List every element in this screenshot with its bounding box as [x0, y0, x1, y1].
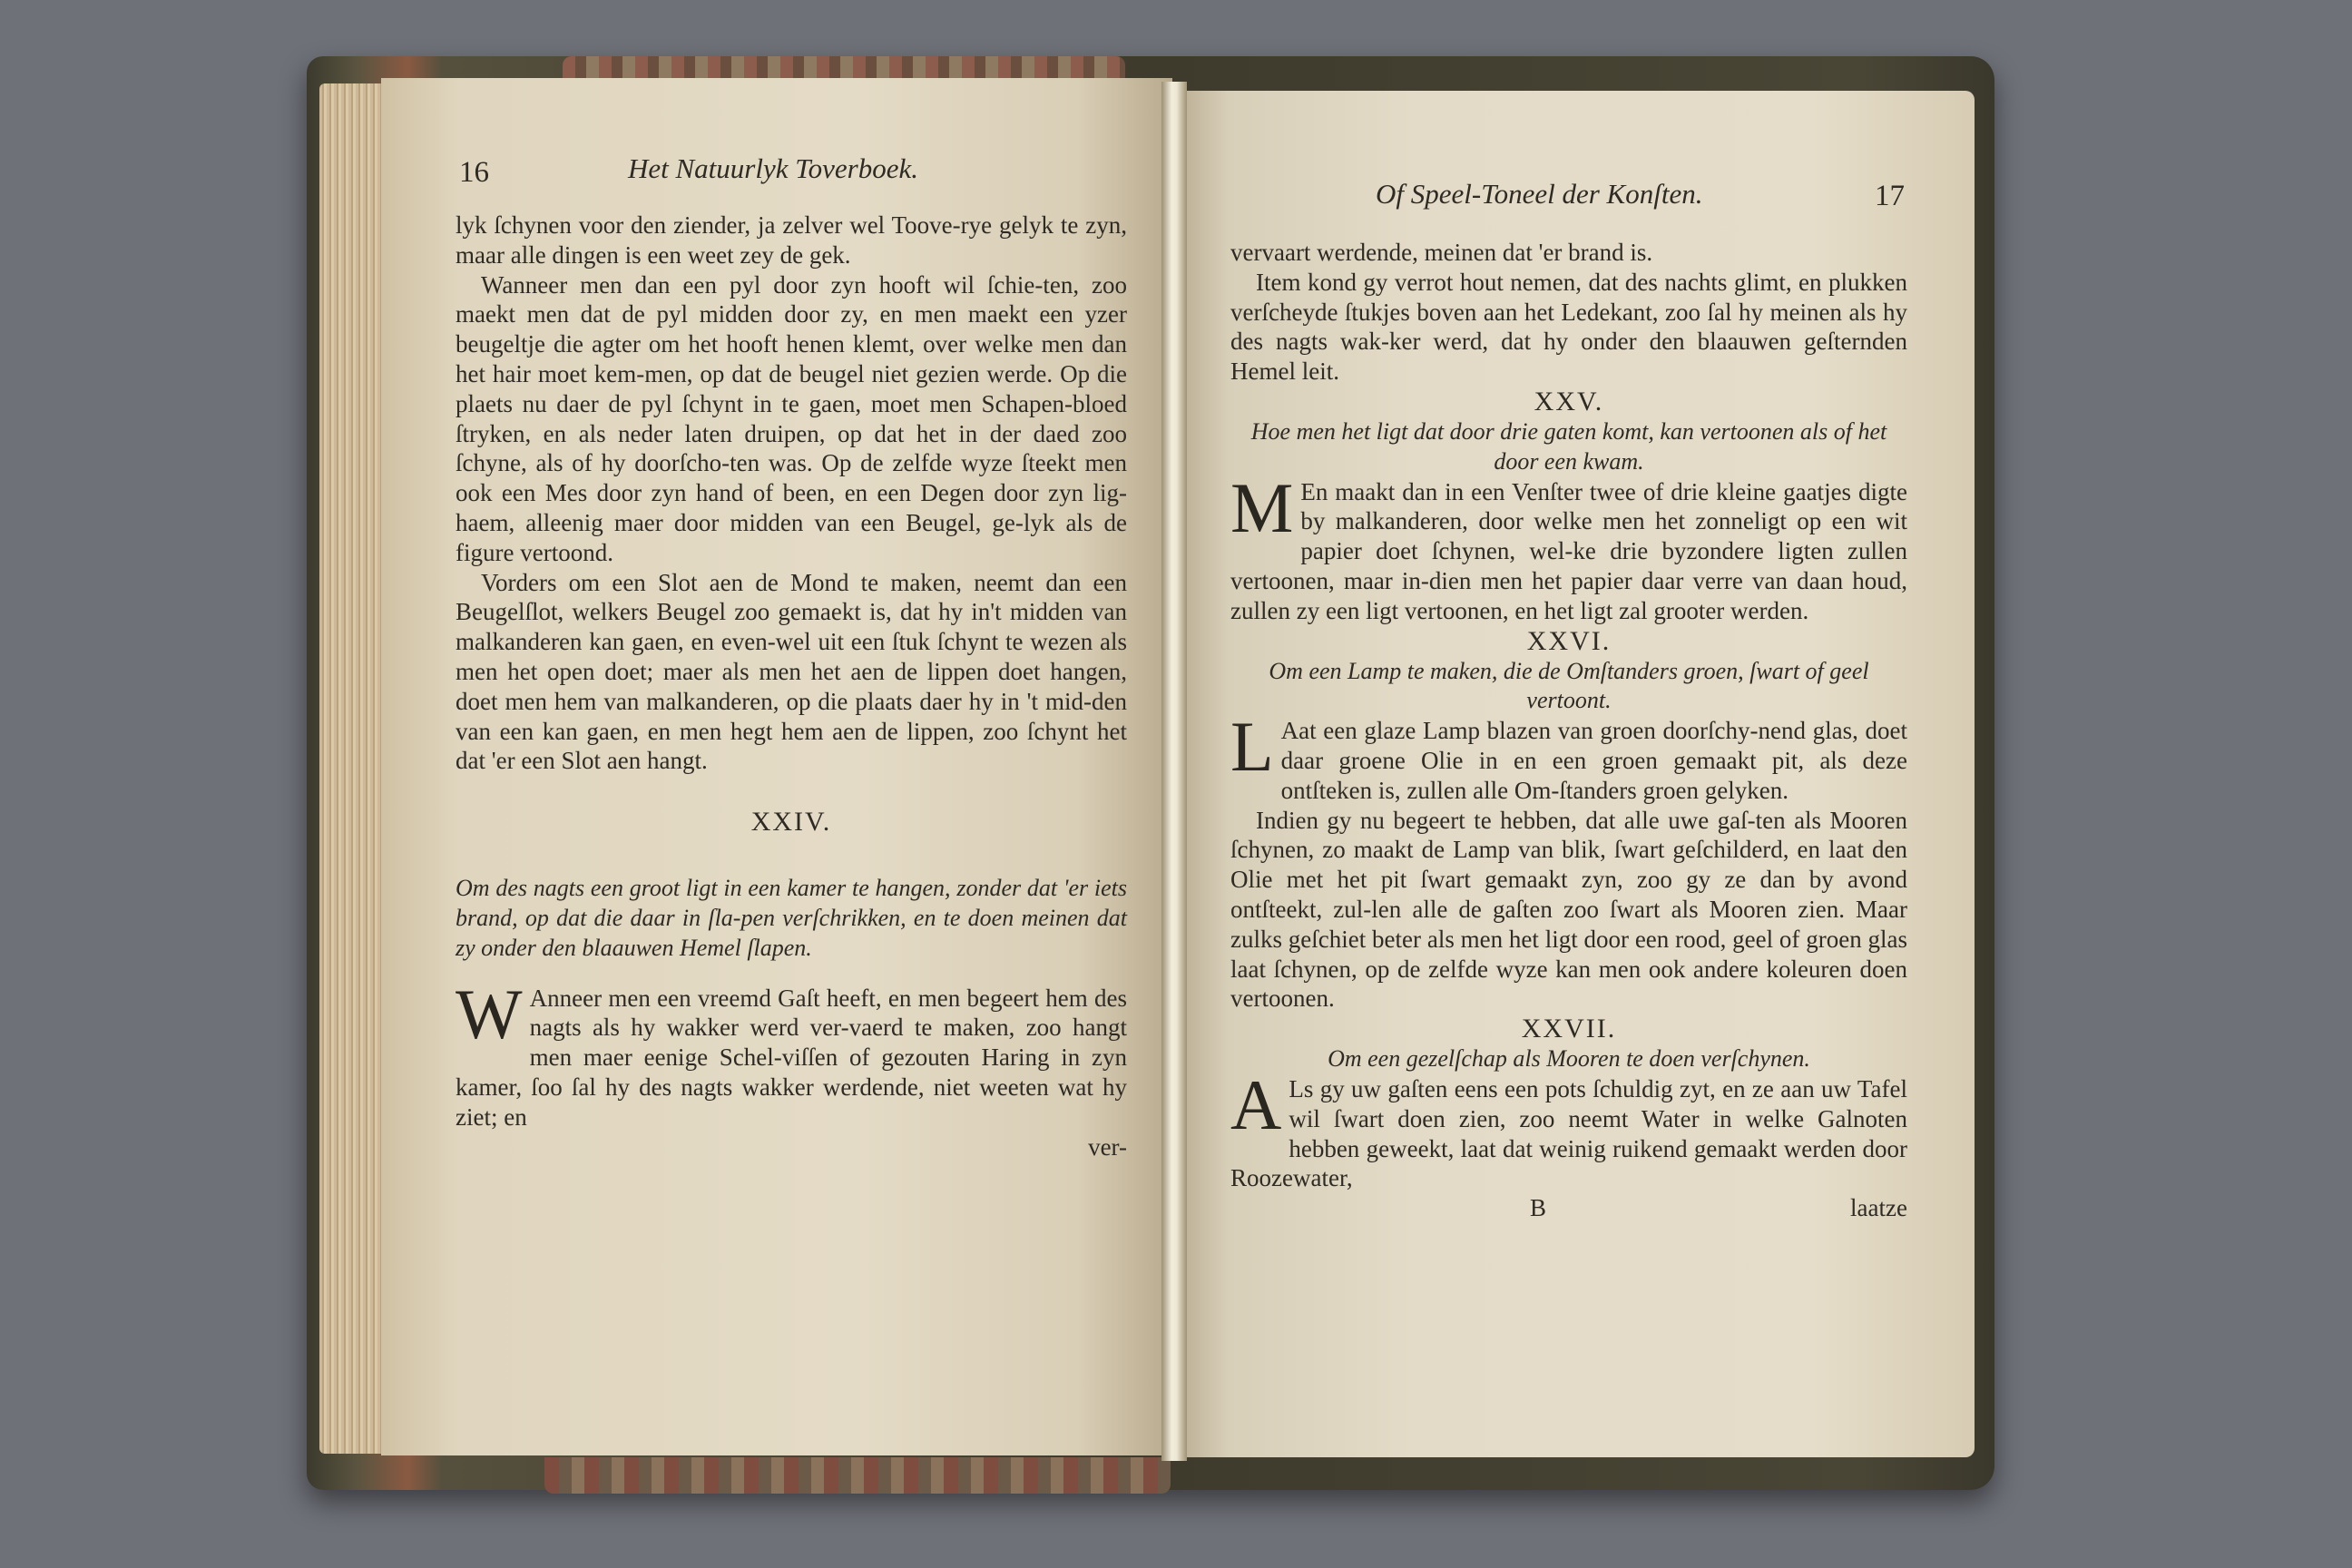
left-page-body	[456, 211, 1127, 1161]
right-running-head: Of Speel-Toneel der Konſten.	[1376, 178, 1703, 210]
section-body-xxvi: Aat een glaze Lamp blazen van groen doorſchy-nend glas, doet daar groene Olie in en een groen gemaakt pit, als deze ontſteken is, zullen alle Om-ſtanders groen gelyken.	[1280, 717, 1907, 804]
dropcap-m: M	[1230, 467, 1294, 547]
left-paragraph-2: Wanneer men dan een pyl door zyn hooft wil ſchie-ten, zoo maekt men dat de pyl midden door zy, en men maekt een yzer beugeltje die agter om het hooft henen klemt, over welke men dan het hair moet kem-men, op dat de beugel niet gezien werde. Op die plaets nu daer de pyl ſchynt in te gaen, moet men Schapen-bloed ſtryken, en als neder laten druipen, op dat het in der daed zoo ſchyne, als of hy doorſcho-ten was. Op de zelfde wyze ſteekt men ook een Mes door zyn hand of been, en een Degen door zyn lig-haem, alleenig maer door midden van een Beugel, ge-lyk als de figure vertoond.	[456, 270, 1127, 566]
section-title-xxv: Hoe men het ligt dat door drie gaten komt, kan vertoonen als of het door een kwam.	[1250, 417, 1887, 475]
right-page-footer	[1230, 1193, 1907, 1223]
dropcap-w: W	[456, 974, 523, 1054]
right-page-body	[1230, 238, 1907, 1223]
section-body-xxvi-block	[1230, 707, 1907, 805]
left-paragraph-1: lyk ſchynen voor den ziender, ja zelver wel Toove-rye gelyk te zyn, maar alle dingen is een weet zey de gek.	[456, 211, 1127, 269]
book-tailband	[544, 1457, 1171, 1494]
dropcap-a: A	[1230, 1064, 1282, 1144]
right-catchword: laatze	[1850, 1194, 1907, 1222]
section-body-xxvi-continued: Indien gy nu begeert te hebben, dat alle uwe gaſ-ten als Mooren ſchynen, zo maakt de Lamp van blik, ſwart geſchilderd, en laat den Olie met het pit ſwart gemaakt zyn, zoo gy ze dan by avond ontſteekt, zul-len alle de gaſten zoo ſwart als Mooren zien. Maar zulks geſchiet beter als men het ligt door een rood, geel of groen glas laat ſchynen, op de zelfde wyze kan men ook andere koleuren doen vertoonen.	[1230, 806, 1907, 1013]
signature-mark: B	[1530, 1194, 1547, 1222]
section-body-xxv: En maakt dan in een Venſter twee of drie kleine gaatjes digte by malkanderen, door welke men het zonneligt op een wit papier doet ſchynen, wel-ke drie byzondere ligten zullen vertoonen, maar in-dien men het papier daar verre van daan houd, zullen zy een ligt vertoonen, en het ligt zal grooter werden.	[1230, 477, 1907, 624]
left-final-paragraph: Anneer men een vreemd Gaſt heeft, en men begeert hem des nagts als hy wakker werd ver-vaerd te maken, zoo hangt men maer eenige Schel-viſſen of gezouten Haring in zyn kamer, ſoo ſal hy des nagts wakker werdende, niet weeten wat hy ziet; en	[456, 984, 1127, 1131]
section-body-xxv-block	[1230, 467, 1907, 626]
section-title-xxvi: Om een Lamp te maken, die de Omſtanders groen, ſwart of geel vertoont.	[1269, 657, 1869, 714]
section-number-xxvii: XXVII.	[1521, 1014, 1617, 1044]
section-body-xxvii: Ls gy uw gaſten eens een pots ſchuldig zyt, en ze aan uw Tafel wil ſwart doen zien, zoo neemt Water in welke Galnoten hebben geweekt, laat dat weinig ruikend gemaakt werden door Roozewater,	[1230, 1074, 1907, 1192]
section-number-xxv: XXV.	[1534, 386, 1604, 416]
book-gutter	[1161, 82, 1187, 1461]
right-page-number: 17	[1875, 180, 1905, 212]
right-opening-paragraph: vervaart werdende, meinen dat 'er brand is.	[1230, 239, 1653, 266]
section-number-xxiv: XXIV.	[750, 807, 832, 838]
section-body-xxvii-block	[1230, 1064, 1907, 1193]
section-number-xxvi: XXVI.	[1526, 625, 1612, 656]
left-catchword: ver-	[1088, 1132, 1127, 1161]
left-running-head: Het Natuurlyk Toverboek.	[628, 152, 918, 184]
left-paragraph-3: Vorders om een Slot aen de Mond te maken, neemt dan een Beugelſlot, welkers Beugel zoo gemaekt is, dat hy in't midden van malkanderen kan gaen, en even-wel uit een ſtuk ſchynt te wezen als men het open doet; maer als men het aen de lippen doet hangen, doet men hem van malkanderen, op die plaats daer hy in 't mid-den van een kan gaen, en men hegt hem aen de lippen, zoo ſchynt het dat 'er een Slot aen hangt.	[456, 568, 1127, 775]
right-item-paragraph: Item kond gy verrot hout nemen, dat des nachts glimt, en plukken verſcheyde ſtukjes boven aan het Ledekant, zoo ſal hy meinen als hy des nagts wak-ker werd, dat hy onder den blaauwen geſternden Hemel leit.	[1230, 268, 1907, 386]
section-title-xxvii: Om een gezelſchap als Mooren te doen verſchynen.	[1328, 1045, 1810, 1073]
section-title-xxiv: Om des nagts een groot ligt in een kamer te hangen, zonder dat 'er iets brand, op dat die daar in ſla-pen verſchrikken, en te doen meinen dat zy onder den blaauwen Hemel ſlapen.	[456, 875, 1127, 961]
left-final-paragraph-block	[456, 974, 1127, 1132]
dropcap-l: L	[1230, 707, 1274, 787]
left-page-number: 16	[459, 156, 489, 189]
